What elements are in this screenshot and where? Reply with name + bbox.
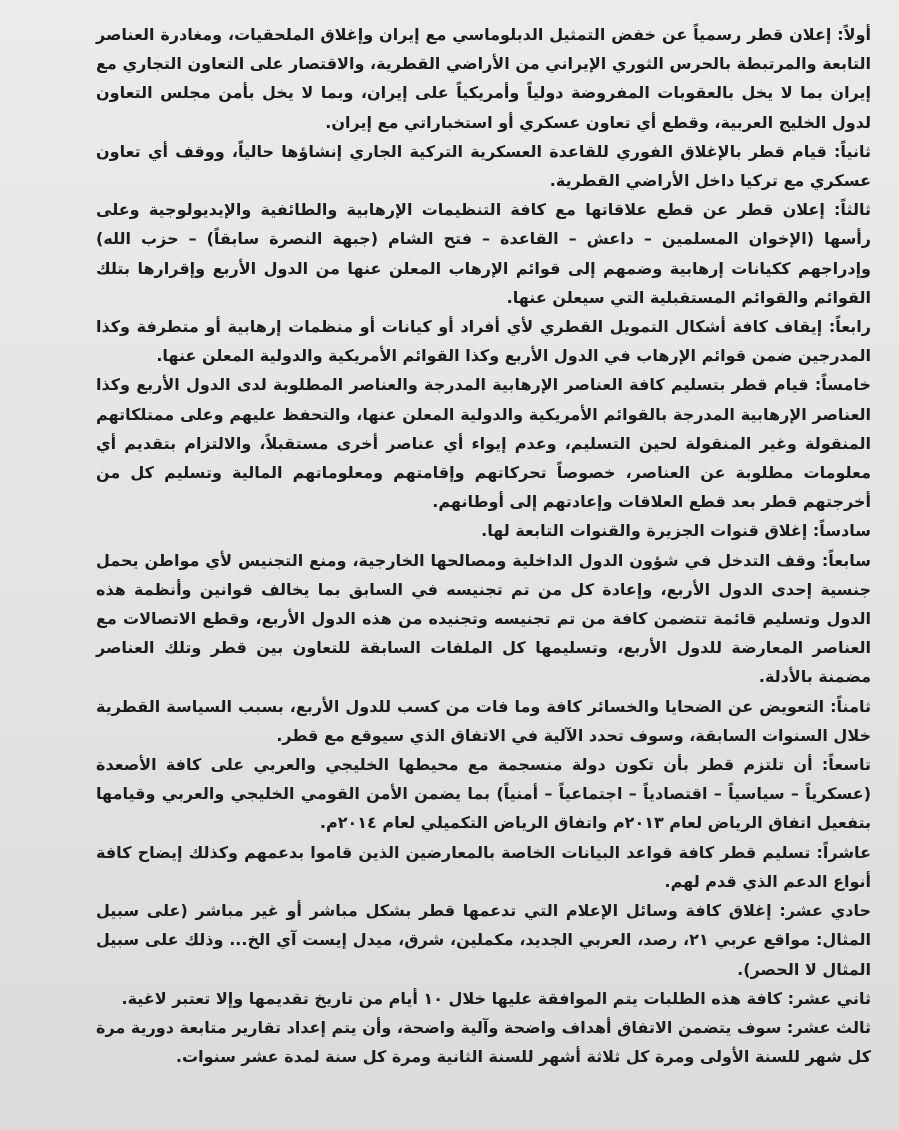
clause-text: إغلاق كافة وسائل الإعلام التي تدعمها قطر بشكل مباشر أو غير مباشر (على سبيل المثال: مواقع عربي ٢١، رصد، العربي الجديد، مكملين، شرق، ميدل إيست آي الخ... وذلك على سبيل المثال لا الحصر). bbox=[96, 901, 872, 979]
clause-heading: حادي عشر: bbox=[779, 901, 872, 921]
clause-7 bbox=[96, 546, 871, 692]
clause-text: قيام قطر بتسليم كافة العناصر الإرهابية المدرجة والعناصر المطلوبة لدى الدول الأربع وكذا العناصر الإرهابية المدرجة بالقوائم الأمريكية والدولية المعلن عنها، والتحفظ عليهم وعلى ممتلكاتهم المنقولة وغير المنقولة لحين التسليم، وعدم إيواء أي عناصر أخرى مستقبلاً، والالتزام بتقديم أي معلومات مطلوبة عن العناصر، خصوصاً تحركاتهم وإقامتهم ومعلوماتهم المالية وتسليم كل من أخرجتهم قطر بعد قطع العلاقات وإعادتهم إلى أوطانهم. bbox=[96, 375, 871, 512]
clause-8 bbox=[96, 692, 871, 750]
clause-13 bbox=[96, 1013, 871, 1071]
clause-10 bbox=[96, 838, 871, 896]
clause-4 bbox=[96, 312, 871, 370]
clause-heading: تاسعاً: bbox=[821, 755, 871, 775]
clause-text: قيام قطر بالإغلاق الفوري للقاعدة العسكرية التركية الجاري إنشاؤها حالياً، ووقف أي تعاون عسكري مع تركيا داخل الأراضي القطرية. bbox=[96, 141, 871, 191]
clause-2 bbox=[96, 137, 871, 195]
clause-text: إيقاف كافة أشكال التمويل القطري لأي أفراد أو كيانات أو منظمات إرهابية أو متطرفة وكذا المدرجين ضمن قوائم الإرهاب في الدول الأربع وكذا القوائم الأمريكية والدولية المعلن عنها. bbox=[96, 317, 871, 366]
clause-heading: رابعاً: bbox=[828, 317, 871, 337]
clause-heading: ثاني عشر: bbox=[787, 988, 871, 1008]
clause-heading: سابعاً: bbox=[821, 550, 871, 570]
clause-text: وقف التدخل في شؤون الدول الداخلية ومصالحها الخارجية، ومنع التجنيس لأي مواطن يحمل جنسية إحدى الدول الأربع، وإعادة كل من تم تجنيسه في السابق بما يخالف قوانين وأنظمة هذه الدول وتسليم قائمة تتضمن كافة من تم تجنيسه وتجنيده من هذه الدول الأربع، وقطع الاتصالات مع العناصر المعارضة للدول الأربع، وتسليمها كل الملفات السابقة للتعاون بين قطر وتلك العناصر مضمنة بالأدلة. bbox=[96, 550, 871, 687]
clause-text: إغلاق قنوات الجزيرة والقنوات التابعة لها. bbox=[481, 521, 813, 541]
clause-6 bbox=[96, 516, 871, 545]
clause-text: إعلان قطر رسمياً عن خفض التمثيل الدبلوماسي مع إيران وإغلاق الملحقيات، ومغادرة العناصر التابعة والمرتبطة بالحرس الثوري الإيراني من الأراضي القطرية، والاقتصار على التعاون التجاري مع إيران بما لا يخل بالعقوبات المفروضة دولياً وأمريكياً على إيران، وبما لا يخل بأمن مجلس التعاون لدول الخليج العربية، وقطع أي تعاون عسكري أو استخباراتي مع إيران. bbox=[96, 25, 871, 132]
clause-text: كافة هذه الطلبات يتم الموافقة عليها خلال ١٠ أيام من تاريخ تقديمها وإلا تعتبر لاغية. bbox=[121, 988, 788, 1008]
clause-text: إعلان قطر عن قطع علاقاتها مع كافة التنظيمات الإرهابية والطائفية والإيديولوجية وعلى رأسها (الإخوان المسلمين – داعش – القاعدة – فتح الشام (جبهة النصرة سابقاً) – حزب الله) وإدراجهم ككيانات إرهابية وضمهم إلى قوائم الإرهاب المعلن عنها من الدول الأربع وإقرارها بتلك القوائم والقوائم المستقبلية التي سيعلن عنها. bbox=[96, 200, 871, 307]
clause-heading: ثالثاً: bbox=[834, 200, 871, 220]
clause-text: سوف يتضمن الاتفاق أهداف واضحة وآلية واضحة، وأن يتم إعداد تقارير متابعة دورية مرة كل شهر للسنة الأولى ومرة كل ثلاثة أشهر للسنة الثانية ومرة كل سنة لمدة عشر سنوات. bbox=[96, 1017, 871, 1067]
clause-5 bbox=[96, 370, 871, 516]
clause-text: أن تلتزم قطر بأن تكون دولة منسجمة مع محيطها الخليجي والعربي على كافة الأصعدة (عسكرياً – سياسياً – اقتصادياً – اجتماعياً – أمنياً) بما يضمن الأمن القومي الخليجي والعربي وقيامها بتفعيل اتفاق الرياض لعام ٢٠١٣م واتفاق الرياض التكميلي لعام ٢٠١٤م. bbox=[96, 755, 871, 833]
clause-3 bbox=[96, 195, 871, 312]
clause-heading: أولاً: bbox=[837, 25, 871, 44]
clause-heading: ثالث عشر: bbox=[786, 1017, 872, 1037]
clause-heading: ثامناً: bbox=[830, 696, 871, 716]
clause-text: التعويض عن الضحايا والخسائر كافة وما فات من كسب للدول الأربع، بسبب السياسة القطرية خلال السنوات السابقة، وسوف تحدد الآلية في الاتفاق الذي سيوقع مع قطر. bbox=[96, 696, 871, 745]
clause-9 bbox=[96, 750, 871, 838]
clause-12 bbox=[96, 984, 871, 1013]
clause-heading: سادساً: bbox=[812, 521, 871, 541]
clause-text: تسليم قطر كافة قواعد البيانات الخاصة بالمعارضين الذين قاموا بدعمهم وكذلك إيضاح كافة أنواع الدعم الذي قدم لهم. bbox=[96, 842, 871, 891]
clause-1 bbox=[96, 20, 871, 137]
clause-heading: ثانياً: bbox=[834, 141, 871, 161]
clause-heading: خامساً: bbox=[814, 375, 871, 395]
clause-11 bbox=[96, 896, 871, 984]
clause-heading: عاشراً: bbox=[816, 842, 871, 862]
document-text bbox=[96, 20, 871, 1071]
